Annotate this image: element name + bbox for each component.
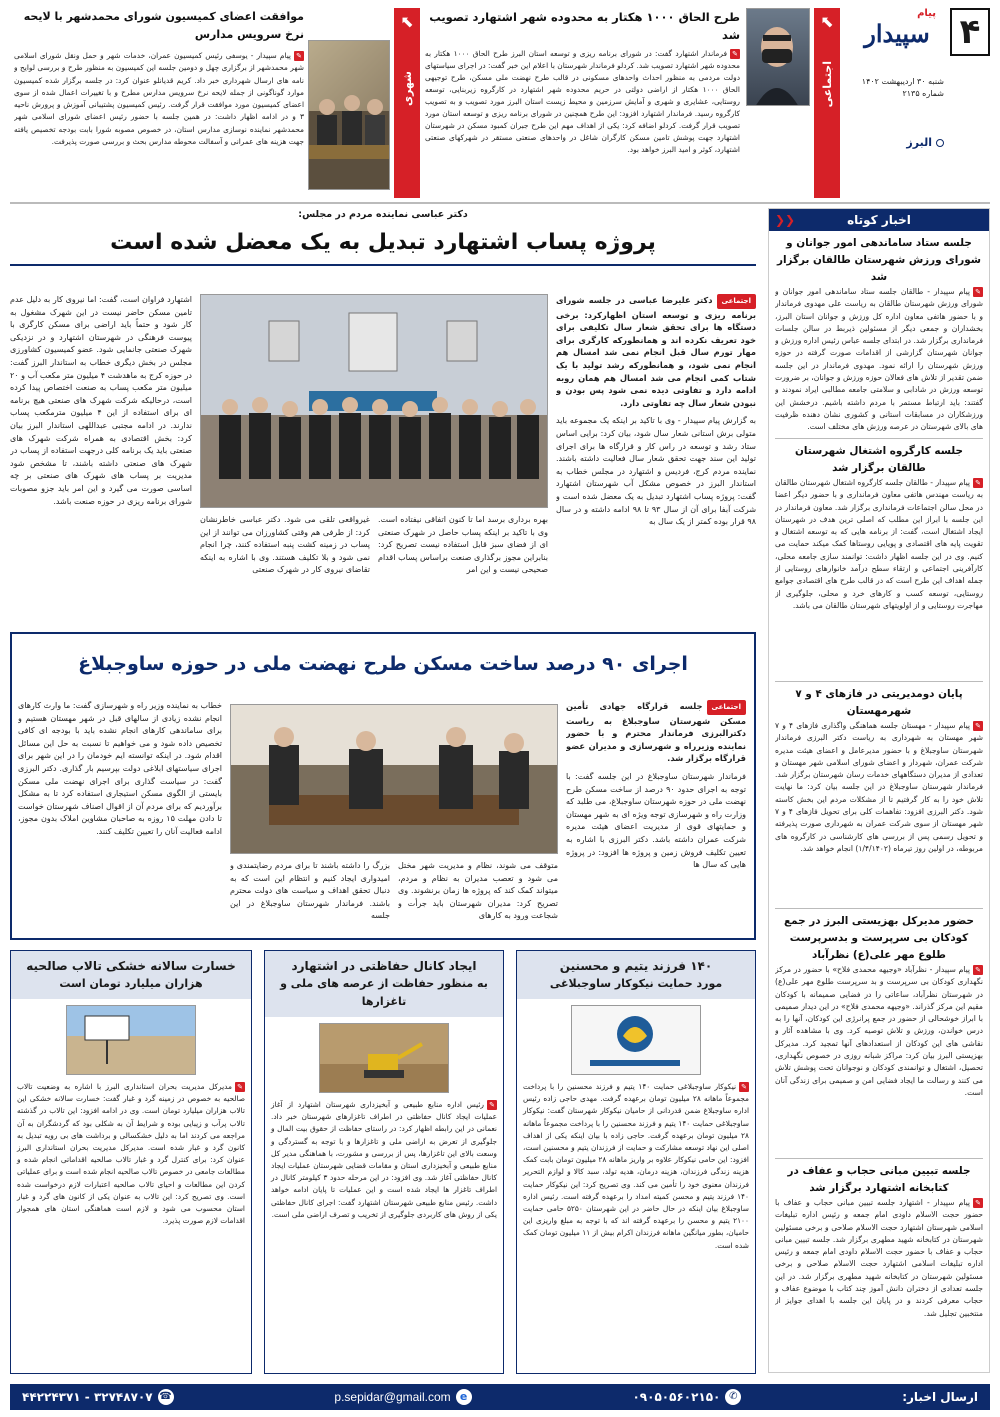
top-story — [425, 8, 740, 198]
chevron-icon: ❮❮ — [775, 213, 796, 227]
main1-lead — [556, 294, 756, 409]
sidebar-item-title: جلسه ستاد ساماندهی امور جوانان و شورای ورزش شهرستان طالقان برگزار شد — [776, 237, 982, 283]
footer-label: ارسال اخبار: — [902, 1390, 978, 1404]
divider — [775, 1158, 983, 1159]
main2-lead — [566, 700, 746, 765]
arrow-icon: ⬉ — [400, 12, 414, 31]
bottom-photo-1 — [571, 1005, 701, 1075]
bottom-story-title-2: به منظور حفاظت از عرصه های ملی و تاغزارها — [280, 977, 488, 1008]
top-left-photo — [308, 40, 390, 190]
dot-icon — [936, 139, 944, 147]
news-icon: ✎ — [973, 1198, 983, 1208]
masthead — [850, 8, 990, 200]
whatsapp-icon: ✆ — [725, 1389, 741, 1405]
bottom-story-2 — [264, 950, 504, 1374]
sidebar-item — [775, 443, 983, 677]
issue-date — [850, 76, 944, 100]
main1-col-mid: بهره برداری برسد اما تا کنون اتفاقی نیفتاده است. وی با تاکید بر اینکه پساب حاصل در شهرک صنعتی ای از فضای سبز قابل استفاده نیست تصریح کرد: بنابراین مجوز برگذاری صنعت براساس پساب اقدام صحیحی نیست و این امر — [378, 515, 548, 575]
main-story-2 — [10, 632, 756, 940]
top-left-section-bar — [394, 8, 420, 198]
footer-tel-text: ۳۲۷۴۸۷۰۷ - ۴۴۲۲۴۳۷۱ — [22, 1390, 153, 1404]
main1-col-far: اشتهارد فراوان است، گفت: اما نیروی کار به دلیل عدم تامین مسکن حاضر نیست در این شهرک مشغول به کار شود و حتماً باید اراضی برای مسکن کارگری با پیوست فرهنگی در شهرستان اشتهارد و در نزدیکی شهرک صنعتی جانمایی شود. عضو کمیسیون کشاورزی مجلس در بخش دیگری خطاب به استاندار البرز گفت: در حوزه کرج به ماهدشت ۴ میلیون متر مکعب آب و ۲۰ میلیون متر مکعب پساب به صنعت اختصاص پیدا کرده است، درحالیکه شرکت شهرک های صنعتی هیچ برنامه ای برای استفاده از این ۴ میلیون مترمکعب پساب ندارند. در ادامه مجتبی عبداللهی استاندار البرز بیان کرد: بخش اقتصادی به همراه شرکت شهرک های صنعتی باید یک برنامه کلی درجهت استفاده از پساب در شهرک های صنعتی داشته باشند، تا مشخص شود مدیریت بر پساب های شهرک های صنعتی بر چه اساسی صورت می گیرد و این امر باید جزو مصوبات شورای برنامه ریزی در حوزه صنعت باشد. — [10, 295, 192, 506]
sidebar-item-title: حضور مدیرکل بهزیستی البرز در جمع کودکان بی سرپرست و بدسرپرست طلوع مهر علی(ع) نظرآباد — [784, 915, 974, 961]
top-left-title: موافقت اعضای کمیسیون شورای محمدشهر با لایحه نرخ سرویس مدارس — [23, 10, 304, 41]
person-icon — [746, 9, 809, 106]
main1-lead-text: دکتر علیرضا عباسی در جلسه شورای برنامه ریزی و توسعه استان اظهارکرد: برخی دستگاه ها برای تحقق شعار سال تکلیفی برای خود تعریف نکرده اند و همانطورکه کارگری برای مهار تورم سال قبل انجام نمی شد امسال هم انجام نمی شود، و همانطورکه رشد تولید با یک شتاب کمی انجام می شد امسال هم همان روبه ادامه دارد و تفاوتی دیده نمی شود پس بودن و نبودن شعار سال چه تفاوتی دارد. — [556, 295, 756, 408]
top-story-body-text: فرماندار اشتهارد گفت: در شورای برنامه ریزی و توسعه استان البرز طرح الحاق ۱۰۰۰ هکتار به محدوده شهر اشتهارد تصویب شد. کردلو فرماندار شهرستان با اعلام این خبر گفت: در اجرای سیاستهای دولت مردمی به منظور احداث واحدهای مسکونی در قالب طرح نهضت ملی مسکن، طرح توجیهی الحاق ۱۰۰۰ هکتار از اراضی دولتی در حریم محدوده شهر اشتهارد در کارگروه زیربنایی، توسعه روستایی، عشایری و شهری و آمایش سرزمین و محیط زیست استان البرز مورد تصویب و به تصویب کارگروه رسید. فرماندار اشتهارد افزود: این طرح همچنین در شورای برنامه ریزی و توسعه استان مورد تصویب قرار گرفت. کردلو اضافه کرد: یکی از اهداف مهم این طرح جبران کمبود مسکن در شهرستان اشتهارد جهت پوشش تامین مسکن کارگران شاغل در واحدهای صنعتی مستقر در شهرکهای صنعتی اشتهارد، کوثر و امید البرز خواهد بود. — [425, 49, 740, 154]
sidebar-item-title: جلسه کارگروه اشتغال شهرستان طالقان برگزار شد — [794, 445, 964, 474]
section-tag: اجتماعی — [707, 700, 747, 715]
bottom-story-header — [517, 951, 755, 999]
top-left-body-text: پیام سپیدار - یوسفی رئیس کمیسیون عمران، خدمات شهر و حمل ونقل شورای اسلامی شهر محمدشهر از برگزاری چهل و دومین جلسه این کمیسیون به منظور طرح و بررسی لوایح و نامه های ارسال شهرداری خبر داد. کریم قدیانلو عنوان کرد: در جلسه برگزار شده کمیسیون موارد گوناگونی از جمله لایحه نرخ سرویس مدارس مطرح و با تغییرات اعمال شده از سوی اعضای کمیسیون مورد موافقت قرار گرفت. رئیس کمیسیون پشتیبانی آموزش و پرورش ناحیه ۳ و در ادامه اظهار داشت: در همین جلسه با حضور رئیس اعضای شورای اسلامی شهر محمدشهر نماینده نوسازی مدارس استان، در خصوص مصوبه شورا بابت بودجه تخصیص یافته جهت هزینه های عمرانی و آسفالت محوطه مدارس بحث و بررسی صورت پذیرفت. — [14, 51, 304, 147]
top-story-body — [425, 48, 740, 208]
page-number: ۴ — [950, 8, 990, 56]
bottom-story-1 — [516, 950, 756, 1374]
meeting-photo-icon — [308, 41, 389, 190]
news-icon: ✎ — [973, 721, 983, 731]
email-icon: e — [456, 1389, 472, 1405]
footer-tel[interactable] — [22, 1389, 174, 1405]
main1-col-right — [556, 294, 756, 620]
phone-icon: ☎ — [158, 1389, 174, 1405]
divider — [775, 908, 983, 909]
bottom-story-header — [11, 951, 251, 999]
date-text: شنبه ۳۰ اردیبهشت ۱۴۰۲ — [861, 77, 944, 86]
bottom-photo-2 — [319, 1023, 449, 1093]
footer-whatsapp[interactable] — [632, 1389, 741, 1405]
main2-body-right: فرماندار شهرستان ساوجبلاغ در این جلسه گفت: با توجه به اجرای حدود ۹۰ درصد از ساخت مسکن طرح نهضت ملی در حوزه شهرستان ساوجبلاغ، می طلبد که وزارت راه و شهرسازی توجه ویژه ای به شهر مهستان و حمایتهای قوی از مدیریت اعضای هیئت مدیره شرکت عمران داشته باشد. دکتر البرزی با اشاره به تعیین تکلیف فروش زمین و پروژه ها افزود: در پروژه هایی که سال ها — [566, 771, 746, 870]
sidebar-item-title: پایان دومدیریتی در فازهای ۴ و ۷ شهرمهستان — [795, 688, 963, 717]
main1-title-row — [10, 222, 756, 262]
sidebar-item-body-text: پیام سپیدار - مهستان جلسه هماهنگی واگذاری فازهای ۴ و ۷ شهر مهستان به شهرداری به ریاست دکتر البرزی فرماندار شهرستان ساوجبلاغ و با حضور مدیرعامل و اعضای هیئت مدیره شرکت عمران، شهردار و اعضای شورای اسلامی شهر مهستان و تعدادی از مدیران دستگاههای خدمات رسان شهرستان برگزار شد. فرماندار شهرستان ساوجبلاغ در این جلسه بیان کرد: ما نهایت تلاش خود را به کار گرفتیم تا از مشکلات مردم این بخش کاسته شود. دکتر البرزی افزود: تفاهمات کلی برای تحویل فازهای ۴ و ۷ شهر مهستان از سوی شرکت عمران به شهرداری صورت پذیرفته و تحویل رسمی پس از بررسی های کارشناسی در کارگروه های مربوطه، در اولین روز تیرماه (۱/۴/۱۴۰۲) انجام خواهد شد. — [775, 721, 983, 853]
main2-photo — [230, 704, 558, 854]
section-bar — [814, 8, 840, 198]
bottom-story-body-text: رئیس اداره منابع طبیعی و آبخیزداری شهرستان اشتهارد از آغاز عملیات ایجاد کانال حفاظتی در اطراف تاغزارهای شهرستان خبر داد. نعمانی در این رابطه اظهار کرد: در راستای حفاظت از حقوق بیت المال و جلوگیری از تعرض به اراضی ملی و تاغزارها و با توجه به گستردگی و وسعت بالای این تاغزارها، پس از بررسی و مشورت، با هماهنگی مدیر کل منابع طبیعی و آبخیزداری استان و مقامات قضایی شهرستان عملیات ایجاد کانال حفاظتی آغاز شد. وی افزود: در این مرحله حدود ۳ کیلومتر کانال در اطراف تاغزار ها ایجاد شده است و این عملیات تا پایان ادامه خواهد داشت. رئیس منابع طبیعی شهرستان اشتهارد گفت: اجرای کانال حفاظتی یکی از روش های کاربردی جلوگیری از تخریب و تصرف اراضی ملی است. — [271, 1100, 497, 1219]
main1-title-rule — [10, 264, 756, 266]
bottom-photo-3 — [66, 1005, 196, 1075]
main2-col-far: خطاب به نماینده وزیر راه و شهرسازی گفت: ما وارث کارهای انجام نشده زیادی از سالهای قبل در شهر مهستان هستیم و برای ساماندهی کارهای انجام نشده باید با بودجه ای کافی تخصیص داده شود و می خواهیم تا نسبت به حل این مسائل اقدام شود. در اینکه توانسته ایم خودمان را در این شهر برای اجرای سیاستهای ابلاغی دولت بپرسیم بار گذاری. دکتر البرزی گفت: در سیاست گذاری برای اجرای نهضت ملی مسکن بایستی از الگوی مسکن استیجاری استفاده کرد تا به مشکل برآوردیم که برای مردم آن از اقوال اصناف شهرستان خواست تا دادن مهلت ۱۵ روزه به صاحبان مشاوین املاک بدون مجوز، ادامه فعالیت آنان را تعیین تکلیف کنند. — [18, 701, 222, 836]
sidebar-item — [775, 913, 983, 1154]
bottom-story-body — [265, 1099, 503, 1389]
main-story-1 — [10, 208, 756, 622]
sidebar-item-body — [775, 286, 983, 434]
bottom-story-body — [11, 1081, 251, 1371]
sidebar-item-body-text: پیام سپیدار - اشتهارد جلسه تبیین مبانی حجاب و عفاف با حضور حجت الاسلام داودی امام جمعه و رئیس اداره تبلیغات اسلامی شهرستان اشتهارد حجت الاسلام صلاحی و برخی مسئولین شهرستان در کتابخانه شهید مطهری برگزار شد. جلسه تبیین مبانی حجاب و عفاف با حضور حجت الاسلام داودی امام جمعه و رئیس اداره تبلیغات اسلامی اشتهارد حجت الاسلام صلاحی و برخی مسئولین شهرستان در کتابخانه شهید مطهری برگزار شد. در این جلسه تعدادی از دختران دانش آموز چند کتاب با موضوع عفاف و حجاب معرفی کردند و در پایان این جلسه با اهدای جوایز از منتخبین تجلیل شد. — [775, 1198, 983, 1318]
news-icon: ✎ — [294, 51, 304, 61]
news-icon: ✎ — [973, 478, 983, 488]
logo — [850, 8, 944, 72]
main2-title: اجرای ۹۰ درصد ساخت مسکن طرح نهضت ملی در حوزه ساوجبلاغ — [78, 653, 688, 675]
bottom-story-title-2: مورد حمایت نیکوکار ساوجبلاغی — [549, 977, 723, 990]
sidebar-item — [775, 1163, 983, 1373]
wetland-sign-icon — [66, 1006, 195, 1075]
bottom-story-body-text: نیکوکار ساوجبلاغی حمایت ۱۴۰ یتیم و فرزند محسنین را با پرداخت مجموعاً ماهانه ۲۸ میلیون تومان برعهده گرفت. مهدی حاجی زاده رئیس اداره ساوجبلاغ ضمن قدردانی از حامیان نیکوکار شهرستان گفت: نیکوکار ساوجبلاغی حمایت ۱۴۰ یتیم و فرزند محسنین را با پرداخت مجموعاً ماهانه ۲۸ میلیون تومان برعهده گرفت. حاجی زاده با بیان اینکه یکی از اهداف اصلی این نهاد توسعه مشارکت و حمایت از فرزندان یتیم و محسنین است، افزود: این حامی نیکوکار علاوه بر واریز ماهانه ۲۸ میلیون تومان بابت کمک هزینه زندگی فرزندان، هزینه درمان، هدیه تولد، سبد کالا و لوازم التحریر فرزندان معنوی خود را تأمین می کند. وی تصریح کرد: این نیکوکار حمایت ۱۴۰ فرزند یتیم و محسن کمیته امداد را برعهده گرفته است. رئیس اداره ساوجبلاغ بیان اینکه در حال حاضر در این شهرستان ۵۲۵۰ حامی حمایت ۲۱۰۰ یتیم و محسن را برعهده گرفته اند که با توجه به مبلغ واریزی این حامیان، بطور میانگین ماهانه فرزندان اکرام بیش از ۱۱ میلیون تومان کمک شده است. — [523, 1082, 750, 1250]
meeting-photo-icon — [230, 705, 557, 854]
sidebar-header-text: اخبار کوتاه — [847, 213, 911, 227]
section-label: اجتماعی — [820, 61, 834, 108]
news-icon: ✎ — [487, 1100, 497, 1110]
province-text: البرز — [906, 136, 932, 149]
sidebar-item — [775, 235, 983, 434]
sidebar-item-body — [775, 720, 983, 904]
news-icon: ✎ — [235, 1082, 245, 1092]
bottom-story-3 — [10, 950, 252, 1374]
arrow-icon: ⬉ — [820, 12, 834, 31]
top-left-body — [14, 50, 304, 210]
sidebar-header — [769, 209, 989, 231]
top-story-title: طرح الحاق ۱۰۰۰ هکتار به محدوده شهر اشتهارد تصویب شد — [429, 10, 740, 42]
sidebar-item — [775, 686, 983, 904]
footer-bar — [10, 1384, 990, 1410]
province-label — [906, 136, 944, 149]
section-tag: اجتماعی — [717, 294, 757, 309]
section-label-city: شهری — [400, 71, 414, 107]
sidebar-item-title: جلسه تبیین مبانی حجاب و عفاف در کتابخانه اشتهارد برگزار شد — [787, 1165, 971, 1194]
charity-logo-icon — [571, 1006, 700, 1075]
news-icon: ✎ — [973, 287, 983, 297]
logo-small: پیام — [917, 8, 936, 19]
main2-col-left: بزرگ را داشته باشند تا برای مردم رضایتمندی و امیدواری ایجاد کنیم و انتظام این است که به دنبال تحقق اهداف و سیاست های دولت محترم باشند. فرماندار شهرستان ساوجبلاغ در این جلسه — [230, 861, 390, 921]
bottom-story-header — [265, 951, 503, 1017]
main2-col-right — [566, 700, 746, 932]
divider — [775, 681, 983, 682]
main1-photo — [200, 294, 548, 508]
meeting-room-icon — [200, 295, 547, 508]
sidebar-short-news — [768, 208, 990, 1373]
main1-kicker: دکتر عباسی نماینده مردم در مجلس: — [298, 209, 468, 220]
main1-col-left: غیرواقعی تلقی می شود. دکتر عباسی خاطرنشان کرد: از طرفی هم وقتی کشاورزان می توانند از این پساب در زمینه کشت پنبه استفاده کنند، چرا انجام نمی شود و بلا تکلیف هستند. وی با اشاره به اینکه تقاضای نیروی کار در شهرک صنعتی — [200, 515, 370, 575]
bottom-stories — [10, 950, 756, 1374]
bottom-story-title-2: هزاران میلیارد تومان است — [59, 977, 203, 990]
bottom-story-body-text: مدیرکل مدیریت بحران استانداری البرز با اشاره به وضعیت تالاب صالحیه به خصوص در زمینه گرد و غبار گفت: خسارت سالانه خشکی این تالاب هزاران میلیارد تومان است. وی در ادامه افزود: این تالاب در گذشته تالاب پرآب و زیبایی بوده و شرایط آن به شکلی بود که گردشگران به آن مراجعه می کردند اما به دلیل خشکسالی و برداشت های بی رویه تبدیل به کانون گرد و غبار شده است. مدیرکل مدیریت بحران استانداری البرز عنوان کرد: برای کنترل گرد و غبار تالاب صالحیه اقداماتی انجام شده و مطالعات جامعی در خصوص تالاب صالحیه انجام شده است و برای عملیاتی کردن این مطالعات و احیای تالاب صالحیه اعتبارات لازم درخواست شده است. وی تصریح کرد: این تالاب به عنوان یکی از کانون های گرد و غبار استان محسوب می شود و لازم است هماهنگی استان های همجوار اقدامات لازم صورت پذیرد. — [17, 1082, 245, 1226]
news-icon: ✎ — [730, 49, 740, 59]
top-left-story — [14, 8, 304, 198]
sidebar-item-body-text: پیام سپیدار - نظرآباد «وجیهه محمدی فلاح» با حضور در مرکز نگهداری کودکان بی سرپرست و بد سرپرست طلوع مهر علی(ع) در شهرستان نظرآباد، ساعاتی را در فضایی صمیمانه با کودکان مقیم این مرکز گذراند. «وجیهه محمدی فلاح» در این دیدار صمیمی با ابراز خوشحالی از حضور در جمع پرانرژی این کودکان، آنها را به درس خواندن، ورزش و تلاش توصیه کرد. وی با مشاهده آثار و نقاشی های این کودکان از استعدادهای آنها تمجید کرد. مدیرکل بهزیستی البرز بیان کرد: مراکز شبانه روزی در خصوص نگهداری، تحصیل، اشتغال و توانمندی کودکان و نوجوانان تحت پوشش تلاش می کنند و رسالت ما ایجاد فضایی امن و صمیمی برای زندگی آنان است. — [775, 965, 983, 1097]
sidebar-item-body — [775, 1197, 983, 1373]
divider — [775, 438, 983, 439]
news-icon: ✎ — [973, 965, 983, 975]
issue-text: شماره ۲۱۳۵ — [902, 89, 944, 98]
main2-col-mid: متوقف می شوند، نظام و مدیریت شهر مختل می شود و تعصب مدیران به نظام و مردم، میتواند کمک کند که پروژه ها زمان برنشوند. وی تصریح کرد: مدیران شهرستان باید جرأت و شجاعت ورود به کارهای — [398, 861, 558, 921]
main1-title: پروژه پساب اشتهارد تبدیل به یک معضل شده است — [110, 229, 656, 255]
bottom-story-title-1: ایجاد کانال حفاظتی در اشتهارد — [291, 959, 477, 973]
footer-phone: ۰۹۰۵۰۵۶۰۲۱۵۰ — [632, 1390, 721, 1404]
bottom-story-body — [517, 1081, 755, 1371]
excavator-icon — [319, 1024, 448, 1093]
footer-email-text: p.sepidar@gmail.com — [334, 1390, 451, 1404]
sidebar-item-body-text: پیام سپیدار - طالقان جلسه کارگروه اشتغال شهرستان طالقان به ریاست مهندس هاتفی معاون فرمانداری و با حضور دیگر اعضا در محل سالن اجتماعات فرمانداری برگزار شد. معاون فرماندار در این جلسه با ابراز این مطلب که اصلی ترین هدف در شهرستان ایجاد اشتغال است، گفت: از برنامه هایی که به توسعه اشتغال و تقویت پایه های اقتصادی و پویایی روستاها کمک میکند حمایت می کنیم. وی در این جلسه اظهار داشت: توانمند سازی جامعه محلی، کارآفرینی اجتماعی و ارتقاء سطح درآمد خانوارهای روستایی از جمله اهداف این طرح است که در قالب طرح های اقتصادی جوامع روستایی، توسعه کسب و کارهای خرد و محلی، جلوگیری از مهاجرت روستایی و از اولویتهای شهرستان طالقان می باشد. — [775, 478, 983, 610]
news-icon: ✎ — [739, 1082, 749, 1092]
main2-lead-text: جلسه قرارگاه جهادی تأمین مسکن شهرستان ساوجبلاغ به ریاست دکترالبرزی فرماندار محترم و با حضور نماینده وزیرراه و شهرسازی و مدیران عضو قرارگاه برگزار شد. — [566, 701, 746, 764]
top-divider — [10, 202, 990, 204]
top-story-photo — [746, 8, 810, 106]
sidebar-item-body — [775, 477, 983, 677]
main1-body-right: به گزارش پیام سپیدار - وی با تاکید بر اینکه یک مجموعه باید متولی برش استانی شعار سال شود، بیان کرد: برایی اساس ستاد رشد و توسعه در راس کار و قرارگاه ها برای اجرای تولید این سند جهت تحقق شعار سال فعالیت داشته باشند. نماینده مردم کرج، فردیس و اشتهارد در مجلس خطاب به استاندار البرز در خصوص مشکل آب شهرستان اشتهارد گفت: پروژه پساب اشتهارد تبدیل به یک معضل شده است و شرکت آبفا برای آن از سال ۹۳ تا ۹۸ ادامه داشته و در سال ۹۸ قرار بوده کمتر از یک سال به — [556, 416, 756, 527]
bottom-story-title-1: ۱۴۰ فرزند یتیم و محسنین — [559, 959, 713, 973]
footer-email[interactable] — [334, 1389, 471, 1405]
bottom-story-title-1: خسارت سالانه خشکی تالاب صالحیه — [26, 959, 236, 973]
logo-big: سپیدار — [864, 19, 930, 48]
sidebar-item-body-text: پیام سپیدار - طالقان جلسه ستاد ساماندهی امور جوانان و شورای ورزش شهرستان طالقان به ریاست علی مهدوی فرماندار و با حضور هاتفی معاون اداره کل ورزش و جوانان استان البرز، بخشداران و جمعی دیگر از مسئولین ذیربط در سالن جلسات فرمانداری برگزار شد. در ابتدای جلسه عباس رئیس اداره ورزش و جوانان شهرستان گزارشی از اقدامات صورت گرفته در حوزه ورزش شهرستان را ارائه نمود. مهدوی فرماندار در این جلسه ضمن تقدیر از تلاش های فعالان حوزه ورزش و جوانان، بر ضرورت توسعه ورزش در شادابی و سلامتی جامعه مطالبی ایراد نمودند و گفتند: باید ارتباط مستمر با مردم داشته باشیم. درخشش این ورزشکاران در مسابقات استانی و کشوری نشان دهنده ظرفیت های بالای شهرستان در عرصه ورزش های مختلف است. — [775, 287, 983, 432]
sidebar-item-body — [775, 964, 983, 1154]
